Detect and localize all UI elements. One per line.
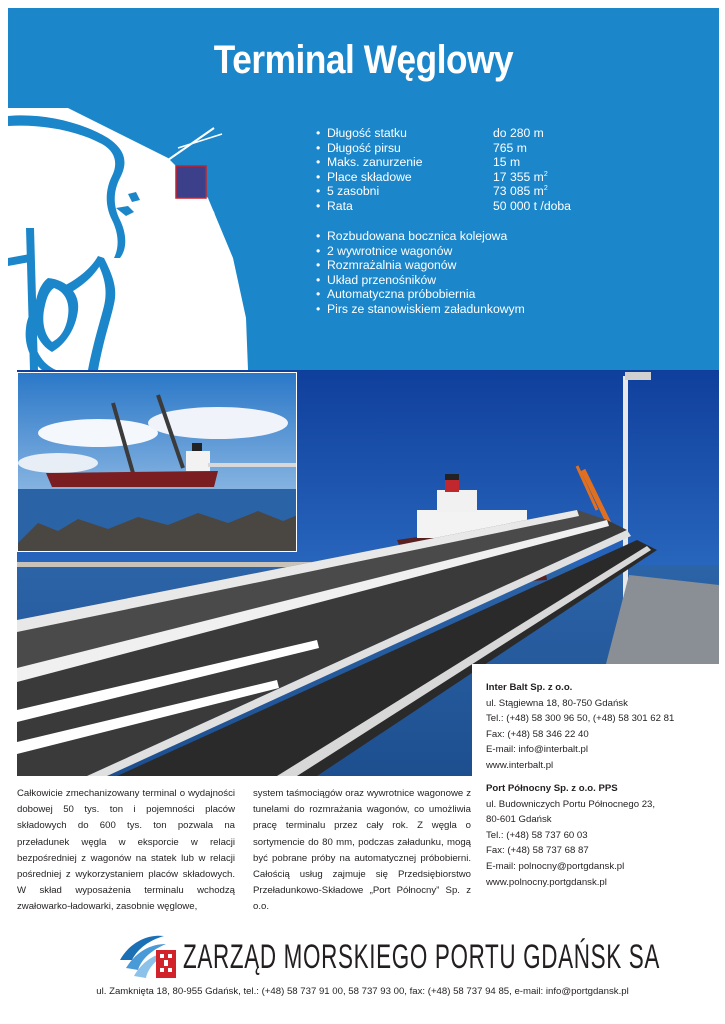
feature-label: Układ przenośników: [327, 272, 437, 287]
spec-label: Długość pirsu: [327, 140, 401, 155]
bullet: •: [316, 301, 321, 316]
company-interbalt: [486, 680, 674, 774]
page-title: Terminal Węglowy: [213, 38, 514, 82]
company-email[interactable]: E-mail: polnocny@portgdansk.pl: [486, 860, 625, 872]
spec-label: Rata: [327, 198, 353, 213]
footer-contact: ul. Zamknięta 18, 80-955 Gdańsk, tel.: (+48) 58 737 91 00, 58 737 93 00, fax: (+48) 58 737 94 85, e-mail: info@portgdansk.pl: [96, 986, 629, 997]
bullet: •: [316, 140, 321, 155]
feature-label: Automatyczna próbobiernia: [327, 287, 476, 302]
feature-label: Rozbudowana bocznica kolejowa: [327, 229, 508, 243]
company-phone: Tel.: (+48) 58 737 60 03: [486, 829, 588, 841]
bullet: •: [316, 287, 321, 302]
terminal-highlight: [176, 166, 206, 198]
bullet: •: [316, 126, 321, 140]
feature-label: 2 wywrotnice wagonów: [327, 243, 453, 258]
company-email[interactable]: E-mail: info@interbalt.pl: [486, 744, 588, 756]
company-address: ul. Budowniczych Portu Północnego 23,: [486, 798, 656, 810]
company-name: Inter Balt Sp. z o.o.: [486, 682, 573, 693]
bullet: •: [316, 258, 321, 273]
company-fax: Fax: (+48) 58 346 22 40: [486, 728, 589, 740]
company-name: Port Północny Sp. z o.o. PPS: [486, 783, 618, 794]
bullet: •: [316, 272, 321, 287]
bullet: •: [316, 198, 321, 213]
zmpg-logo-icon: [120, 930, 178, 980]
company-website[interactable]: www.interbalt.pl: [486, 759, 554, 771]
port-map: [8, 108, 253, 370]
bullet: •: [316, 155, 321, 170]
spec-value: 17 355 $m^2$: [493, 169, 548, 184]
spec-value: do 280 m: [493, 126, 544, 140]
body-text-column-1: Całkowicie zmechanizowany terminal o wydajności dobowej 50 tys. ton i pojemności placów składowych do 600 tys. ton pozwala na przeładunek węgla w eksporcie w relacji bezpośredniej z wagonów na statek lub w relacji pośredniej z wykorzystaniem placów składowych. W skład wyposażenia terminalu wchodzą zwałowarko-ładowarki, zasobnie węglowe,: [17, 788, 235, 913]
bullet: •: [316, 243, 321, 258]
spec-label: 5 zasobni: [327, 184, 380, 199]
logo-text: ZARZĄD MORSKIEGO PORTU GDAŃSK SA: [183, 938, 661, 976]
bullet: •: [316, 184, 321, 199]
spec-value: 15 m: [493, 155, 521, 170]
company-fax: Fax: (+48) 58 737 68 87: [486, 845, 589, 857]
spec-value: 50 000 t /doba: [493, 198, 571, 213]
ship-photo: [17, 372, 297, 552]
spec-value: 765 m: [493, 140, 527, 155]
company-address: ul. Stągiewna 18, 80-750 Gdańsk: [486, 697, 628, 709]
feature-label: Rozmrażalnia wagonów: [327, 258, 457, 273]
spec-label: Długość statku: [327, 126, 407, 140]
feature-label: Pirs ze stanowiskiem załadunkowym: [327, 301, 525, 316]
company-postal: 80-601 Gdańsk: [486, 814, 552, 826]
bullet: •: [316, 169, 321, 184]
body-text-column-2: system taśmociągów oraz wywrotnice wagonowe z tunelami do rozmrażania wagonów, co umożliwia pracę terminalu przez cały rok. Z węgla o sortymencie do 80 mm, podczas załadunku, mogą być pobrane próby na automatycznej próbobierni. Całością usług zajmuje się Przedsiębiorstwo Przeładunkowo-Składowe „Port Północny” Sp. z o.o.: [253, 788, 471, 913]
spec-label: Place składowe: [327, 169, 412, 184]
bullet: •: [316, 229, 321, 243]
spec-label: Maks. zanurzenie: [327, 155, 423, 170]
company-port-polnocny: [486, 781, 655, 890]
company-phone: Tel.: (+48) 58 300 96 50, (+48) 58 301 62 81: [486, 713, 675, 725]
ship-photo-graphic: [18, 373, 297, 552]
company-website[interactable]: www.polnocny.portgdansk.pl: [486, 876, 607, 888]
port-map-graphic: [8, 108, 253, 370]
spec-value: 73 085 $m^2$: [493, 184, 548, 199]
